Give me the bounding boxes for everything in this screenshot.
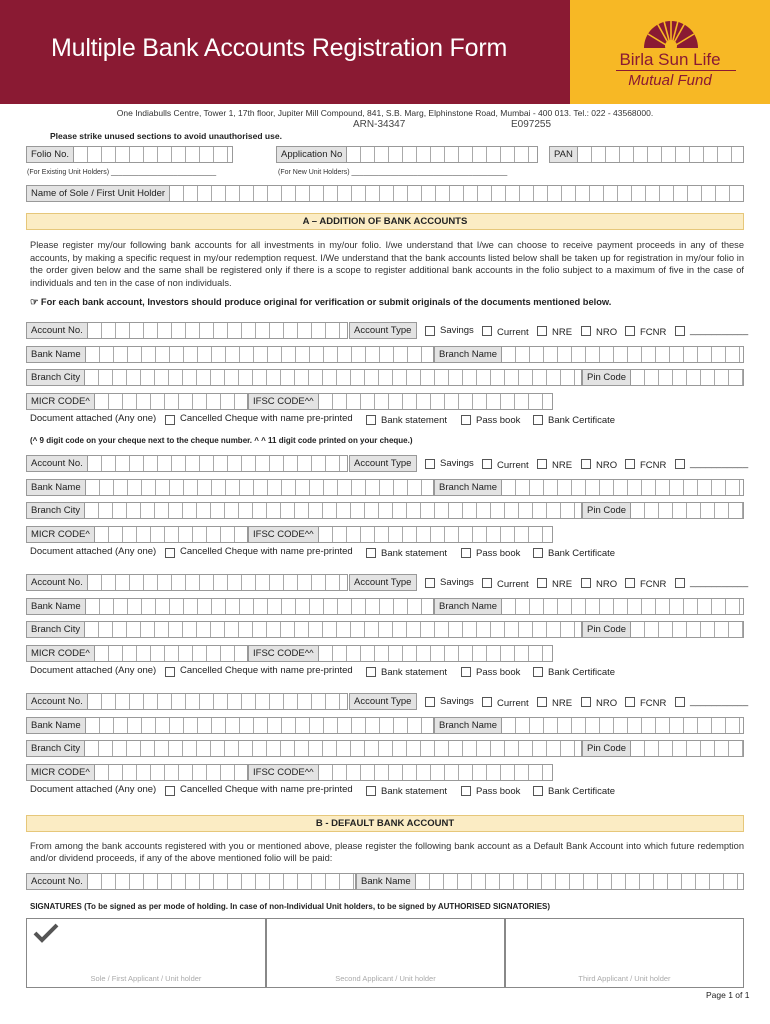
pan-label: PAN (550, 147, 578, 162)
holder-name-field[interactable] (26, 185, 744, 202)
acct3-nre-option-label: NRE (552, 579, 573, 590)
document-note (30, 297, 611, 308)
acct2-nro-checkbox[interactable] (581, 459, 591, 469)
acct3-pin-code-field-label: Pin Code (583, 622, 631, 637)
folio-note: (For Existing Unit Holders) ___________________________ (27, 169, 217, 176)
acct4-savings-option-label: Savings (440, 696, 474, 707)
form-header (0, 0, 570, 104)
acct2-fcnr-option-label: FCNR (640, 460, 667, 471)
acct4-branch-city-field[interactable] (26, 740, 582, 757)
acct2-document-label: Document attached (Any one) (30, 546, 157, 557)
acct2-savings-option-label: Savings (440, 458, 474, 469)
acct2-nro-option-label: NRO (596, 460, 618, 471)
acct2-statement-option-label: Bank statement (381, 548, 448, 559)
acct2-savings-checkbox[interactable] (425, 459, 435, 469)
acct4-bank-name-field[interactable] (26, 717, 434, 734)
acct3-passbook-option-label: Pass book (476, 667, 521, 678)
acct4-passbook-checkbox[interactable] (461, 786, 471, 796)
acct1-ifsc-field-label: IFSC CODE^^ (249, 394, 319, 409)
section-b-header: B - DEFAULT BANK ACCOUNT (26, 815, 744, 832)
acct3-bank-name-field-label: Bank Name (27, 599, 86, 614)
sun-logo-icon (640, 8, 702, 48)
acct3-nro-option-label: NRO (596, 579, 618, 590)
acct4-current-option-label: Current (497, 698, 529, 709)
brand-subtitle: Mutual Fund (628, 72, 712, 89)
acct1-savings-option-label: Savings (440, 325, 474, 336)
application-field[interactable] (276, 146, 538, 163)
acct4-passbook-option-label: Pass book (476, 786, 521, 797)
application-label: Application No (277, 147, 347, 162)
default-bank-name-label: Bank Name (357, 874, 416, 889)
acct4-micr-field-label: MICR CODE^ (27, 765, 95, 780)
acct2-statement-checkbox[interactable] (366, 548, 376, 558)
acct3-branch-city-field[interactable] (26, 621, 582, 638)
acct3-nre-checkbox[interactable] (537, 578, 547, 588)
section-b-text: From among the bank accounts registered with you or mentioned above, please register the following bank account as a Default Bank Account into which future redemption and/or dividend proceeds, if any of the above mentioned folio will be paid: (30, 841, 744, 863)
acct4-cheque-option-label: Cancelled Cheque with name pre-printed (180, 784, 353, 795)
acct3-branch-city-field-label: Branch City (27, 622, 85, 637)
acct4-fcnr-checkbox[interactable] (625, 697, 635, 707)
checkmark-icon (33, 923, 59, 943)
acct1-bank-name-field[interactable] (26, 346, 434, 363)
acct3-account-no-field[interactable] (26, 574, 348, 591)
acct3-current-option-label: Current (497, 579, 529, 590)
signature-box-first[interactable] (26, 918, 266, 988)
brand-divider (616, 70, 736, 71)
acct4-account-no-field[interactable] (26, 693, 348, 710)
folio-label: Folio No. (27, 147, 74, 162)
acct2-cheque-option-label: Cancelled Cheque with name pre-printed (180, 546, 353, 557)
acct1-certificate-option-label: Bank Certificate (548, 415, 616, 426)
acct1-branch-city-field-label: Branch City (27, 370, 85, 385)
acct4-nro-option-label: NRO (596, 698, 618, 709)
acct3-branch-name-field-label: Branch Name (435, 599, 502, 614)
acct4-branch-name-field-label: Branch Name (435, 718, 502, 733)
acct2-branch-name-field[interactable] (434, 479, 744, 496)
acct2-ifsc-field-label: IFSC CODE^^ (249, 527, 319, 542)
section-a-header: A – ADDITION OF BANK ACCOUNTS (26, 213, 744, 230)
acct1-nro-checkbox[interactable] (581, 326, 591, 336)
acct3-bank-name-field[interactable] (26, 598, 434, 615)
acct3-nro-checkbox[interactable] (581, 578, 591, 588)
acct2-passbook-option-label: Pass book (476, 548, 521, 559)
acct3-account-no-field-label: Account No. (27, 575, 88, 590)
acct2-fcnr-checkbox[interactable] (625, 459, 635, 469)
acct1-document-label: Document attached (Any one) (30, 413, 157, 424)
acct4-ifsc-field[interactable] (248, 764, 553, 781)
acct4-other-option-label: ___________ (690, 696, 749, 707)
acct1-branch-name-field[interactable] (434, 346, 744, 363)
hand-pointer-icon: ☞ (30, 297, 41, 307)
acct2-cheque-checkbox[interactable] (165, 548, 175, 558)
signature-third-label: Third Applicant / Unit holder (578, 974, 671, 983)
acct4-certificate-checkbox[interactable] (533, 786, 543, 796)
acct2-ifsc-field[interactable] (248, 526, 553, 543)
acct1-account-type-label: Account Type (349, 322, 417, 339)
acct2-pin-code-field[interactable] (582, 502, 744, 519)
acct4-statement-option-label: Bank statement (381, 786, 448, 797)
acct1-statement-option-label: Bank statement (381, 415, 448, 426)
page-title: Multiple Bank Accounts Registration Form (51, 34, 508, 62)
brand-logo (570, 0, 770, 104)
acct2-pin-code-field-label: Pin Code (583, 503, 631, 518)
acct4-savings-checkbox[interactable] (425, 697, 435, 707)
acct3-ifsc-field-label: IFSC CODE^^ (249, 646, 319, 661)
acct1-statement-checkbox[interactable] (366, 415, 376, 425)
acct1-cheque-option-label: Cancelled Cheque with name pre-printed (180, 413, 353, 424)
acct1-branch-name-field-label: Branch Name (435, 347, 502, 362)
acct4-nro-checkbox[interactable] (581, 697, 591, 707)
pan-field[interactable] (549, 146, 744, 163)
arn-code: ARN-34347 (353, 119, 406, 130)
acct2-certificate-option-label: Bank Certificate (548, 548, 616, 559)
signature-second-label: Second Applicant / Unit holder (335, 974, 436, 983)
acct3-micr-field-label: MICR CODE^ (27, 646, 95, 661)
acct3-account-type-label: Account Type (349, 574, 417, 591)
acct2-passbook-checkbox[interactable] (461, 548, 471, 558)
acct3-document-label: Document attached (Any one) (30, 665, 157, 676)
acct4-nre-checkbox[interactable] (537, 697, 547, 707)
signatures-title: SIGNATURES (To be signed as per mode of holding. In case of non-Individual Unit holders, to be signed by AUTHORISED SIGNATORIES) (30, 902, 551, 911)
acct4-nre-option-label: NRE (552, 698, 573, 709)
acct4-bank-name-field-label: Bank Name (27, 718, 86, 733)
euin-code: E097255 (511, 119, 552, 130)
acct1-account-no-field-label: Account No. (27, 323, 88, 338)
code-note: (^ 9 digit code on your cheque next to the cheque number. ^ ^ 11 digit code printed on your cheque.) (30, 436, 413, 445)
acct3-statement-option-label: Bank statement (381, 667, 448, 678)
acct4-certificate-option-label: Bank Certificate (548, 786, 616, 797)
address-line: One Indiabulls Centre, Tower 1, 17th floor, Jupiter Mill Compound, 841, S.B. Marg, Elphinstone Road, Mumbai - 400 013. Tel.: 022 - 43568000. (116, 108, 654, 118)
acct4-account-type-label: Account Type (349, 693, 417, 710)
acct4-cheque-checkbox[interactable] (165, 786, 175, 796)
acct1-micr-field-label: MICR CODE^ (27, 394, 95, 409)
signature-first-label: Sole / First Applicant / Unit holder (90, 974, 202, 983)
acct2-account-no-field[interactable] (26, 455, 348, 472)
brand-name: Birla Sun Life (619, 50, 721, 69)
acct3-cheque-option-label: Cancelled Cheque with name pre-printed (180, 665, 353, 676)
acct1-passbook-checkbox[interactable] (461, 415, 471, 425)
application-note: (For New Unit Holders) ________________________________________ (278, 169, 508, 176)
acct3-ifsc-field[interactable] (248, 645, 553, 662)
acct4-account-no-field-label: Account No. (27, 694, 88, 709)
acct3-cheque-checkbox[interactable] (165, 667, 175, 677)
acct1-nre-option-label: NRE (552, 327, 573, 338)
acct1-other-checkbox[interactable] (675, 326, 685, 336)
acct2-branch-name-field-label: Branch Name (435, 480, 502, 495)
default-account-no-field[interactable] (26, 873, 356, 890)
acct1-savings-checkbox[interactable] (425, 326, 435, 336)
acct2-nre-option-label: NRE (552, 460, 573, 471)
acct1-bank-name-field-label: Bank Name (27, 347, 86, 362)
page-number: Page 1 of 1 (706, 990, 750, 1000)
acct3-micr-field[interactable] (26, 645, 248, 662)
acct1-account-no-field[interactable] (26, 322, 348, 339)
acct3-other-option-label: ___________ (690, 577, 749, 588)
strike-note: Please strike unused sections to avoid unauthorised use. (50, 131, 282, 141)
acct1-fcnr-option-label: FCNR (640, 327, 667, 338)
acct4-fcnr-option-label: FCNR (640, 698, 667, 709)
holder-label: Name of Sole / First Unit Holder (27, 186, 170, 201)
default-account-no-label: Account No. (27, 874, 88, 889)
acct4-branch-city-field-label: Branch City (27, 741, 85, 756)
acct3-fcnr-checkbox[interactable] (625, 578, 635, 588)
default-bank-name-field[interactable] (356, 873, 744, 890)
acct1-fcnr-checkbox[interactable] (625, 326, 635, 336)
acct4-other-checkbox[interactable] (675, 697, 685, 707)
acct1-ifsc-field[interactable] (248, 393, 553, 410)
acct3-branch-name-field[interactable] (434, 598, 744, 615)
acct4-branch-name-field[interactable] (434, 717, 744, 734)
acct2-nre-checkbox[interactable] (537, 459, 547, 469)
signature-box-third[interactable] (505, 918, 744, 988)
acct1-nro-option-label: NRO (596, 327, 618, 338)
acct4-document-label: Document attached (Any one) (30, 784, 157, 795)
acct1-pin-code-field-label: Pin Code (583, 370, 631, 385)
acct2-bank-name-field-label: Bank Name (27, 480, 86, 495)
acct2-micr-field-label: MICR CODE^ (27, 527, 95, 542)
acct4-ifsc-field-label: IFSC CODE^^ (249, 765, 319, 780)
acct4-pin-code-field-label: Pin Code (583, 741, 631, 756)
acct2-current-option-label: Current (497, 460, 529, 471)
acct1-cheque-checkbox[interactable] (165, 415, 175, 425)
acct3-certificate-checkbox[interactable] (533, 667, 543, 677)
acct2-branch-city-field-label: Branch City (27, 503, 85, 518)
acct3-other-checkbox[interactable] (675, 578, 685, 588)
acct4-statement-checkbox[interactable] (366, 786, 376, 796)
acct3-statement-checkbox[interactable] (366, 667, 376, 677)
acct1-micr-field[interactable] (26, 393, 248, 410)
acct3-pin-code-field[interactable] (582, 621, 744, 638)
acct4-pin-code-field[interactable] (582, 740, 744, 757)
acct3-certificate-option-label: Bank Certificate (548, 667, 616, 678)
acct2-other-checkbox[interactable] (675, 459, 685, 469)
acct2-branch-city-field[interactable] (26, 502, 582, 519)
acct1-current-checkbox[interactable] (482, 326, 492, 336)
acct1-passbook-option-label: Pass book (476, 415, 521, 426)
acct2-micr-field[interactable] (26, 526, 248, 543)
acct3-savings-checkbox[interactable] (425, 578, 435, 588)
acct3-passbook-checkbox[interactable] (461, 667, 471, 677)
acct1-pin-code-field[interactable] (582, 369, 744, 386)
signature-box-second[interactable] (266, 918, 505, 988)
acct2-account-no-field-label: Account No. (27, 456, 88, 471)
acct2-account-type-label: Account Type (349, 455, 417, 472)
acct3-fcnr-option-label: FCNR (640, 579, 667, 590)
acct2-bank-name-field[interactable] (26, 479, 434, 496)
acct1-current-option-label: Current (497, 327, 529, 338)
acct3-current-checkbox[interactable] (482, 578, 492, 588)
acct2-certificate-checkbox[interactable] (533, 548, 543, 558)
acct1-nre-checkbox[interactable] (537, 326, 547, 336)
section-a-text: Please register my/our following bank accounts for all investments in my/our folio. I/we understand that I/we can choose to receive payment proceeds in any of these accounts, by making a specific request in my/our redemption request. I/We understand that the bank accounts listed below shall be taken up for registration in my/our folio in the order given below and the same shall be registered only if there is a scope to register additional bank accounts in the folio subject to a maximum of five in the case of individuals and ten in the case of non individuals. (30, 240, 744, 288)
acct1-other-option-label: ___________ (690, 325, 749, 336)
folio-field[interactable] (26, 146, 233, 163)
acct1-branch-city-field[interactable] (26, 369, 582, 386)
document-note-text: For each bank account, Investors should produce original for verification or submit originals of the documents mentioned below. (40, 297, 612, 307)
acct3-savings-option-label: Savings (440, 577, 474, 588)
acct4-current-checkbox[interactable] (482, 697, 492, 707)
acct2-current-checkbox[interactable] (482, 459, 492, 469)
acct2-other-option-label: ___________ (690, 458, 749, 469)
acct4-micr-field[interactable] (26, 764, 248, 781)
acct1-certificate-checkbox[interactable] (533, 415, 543, 425)
